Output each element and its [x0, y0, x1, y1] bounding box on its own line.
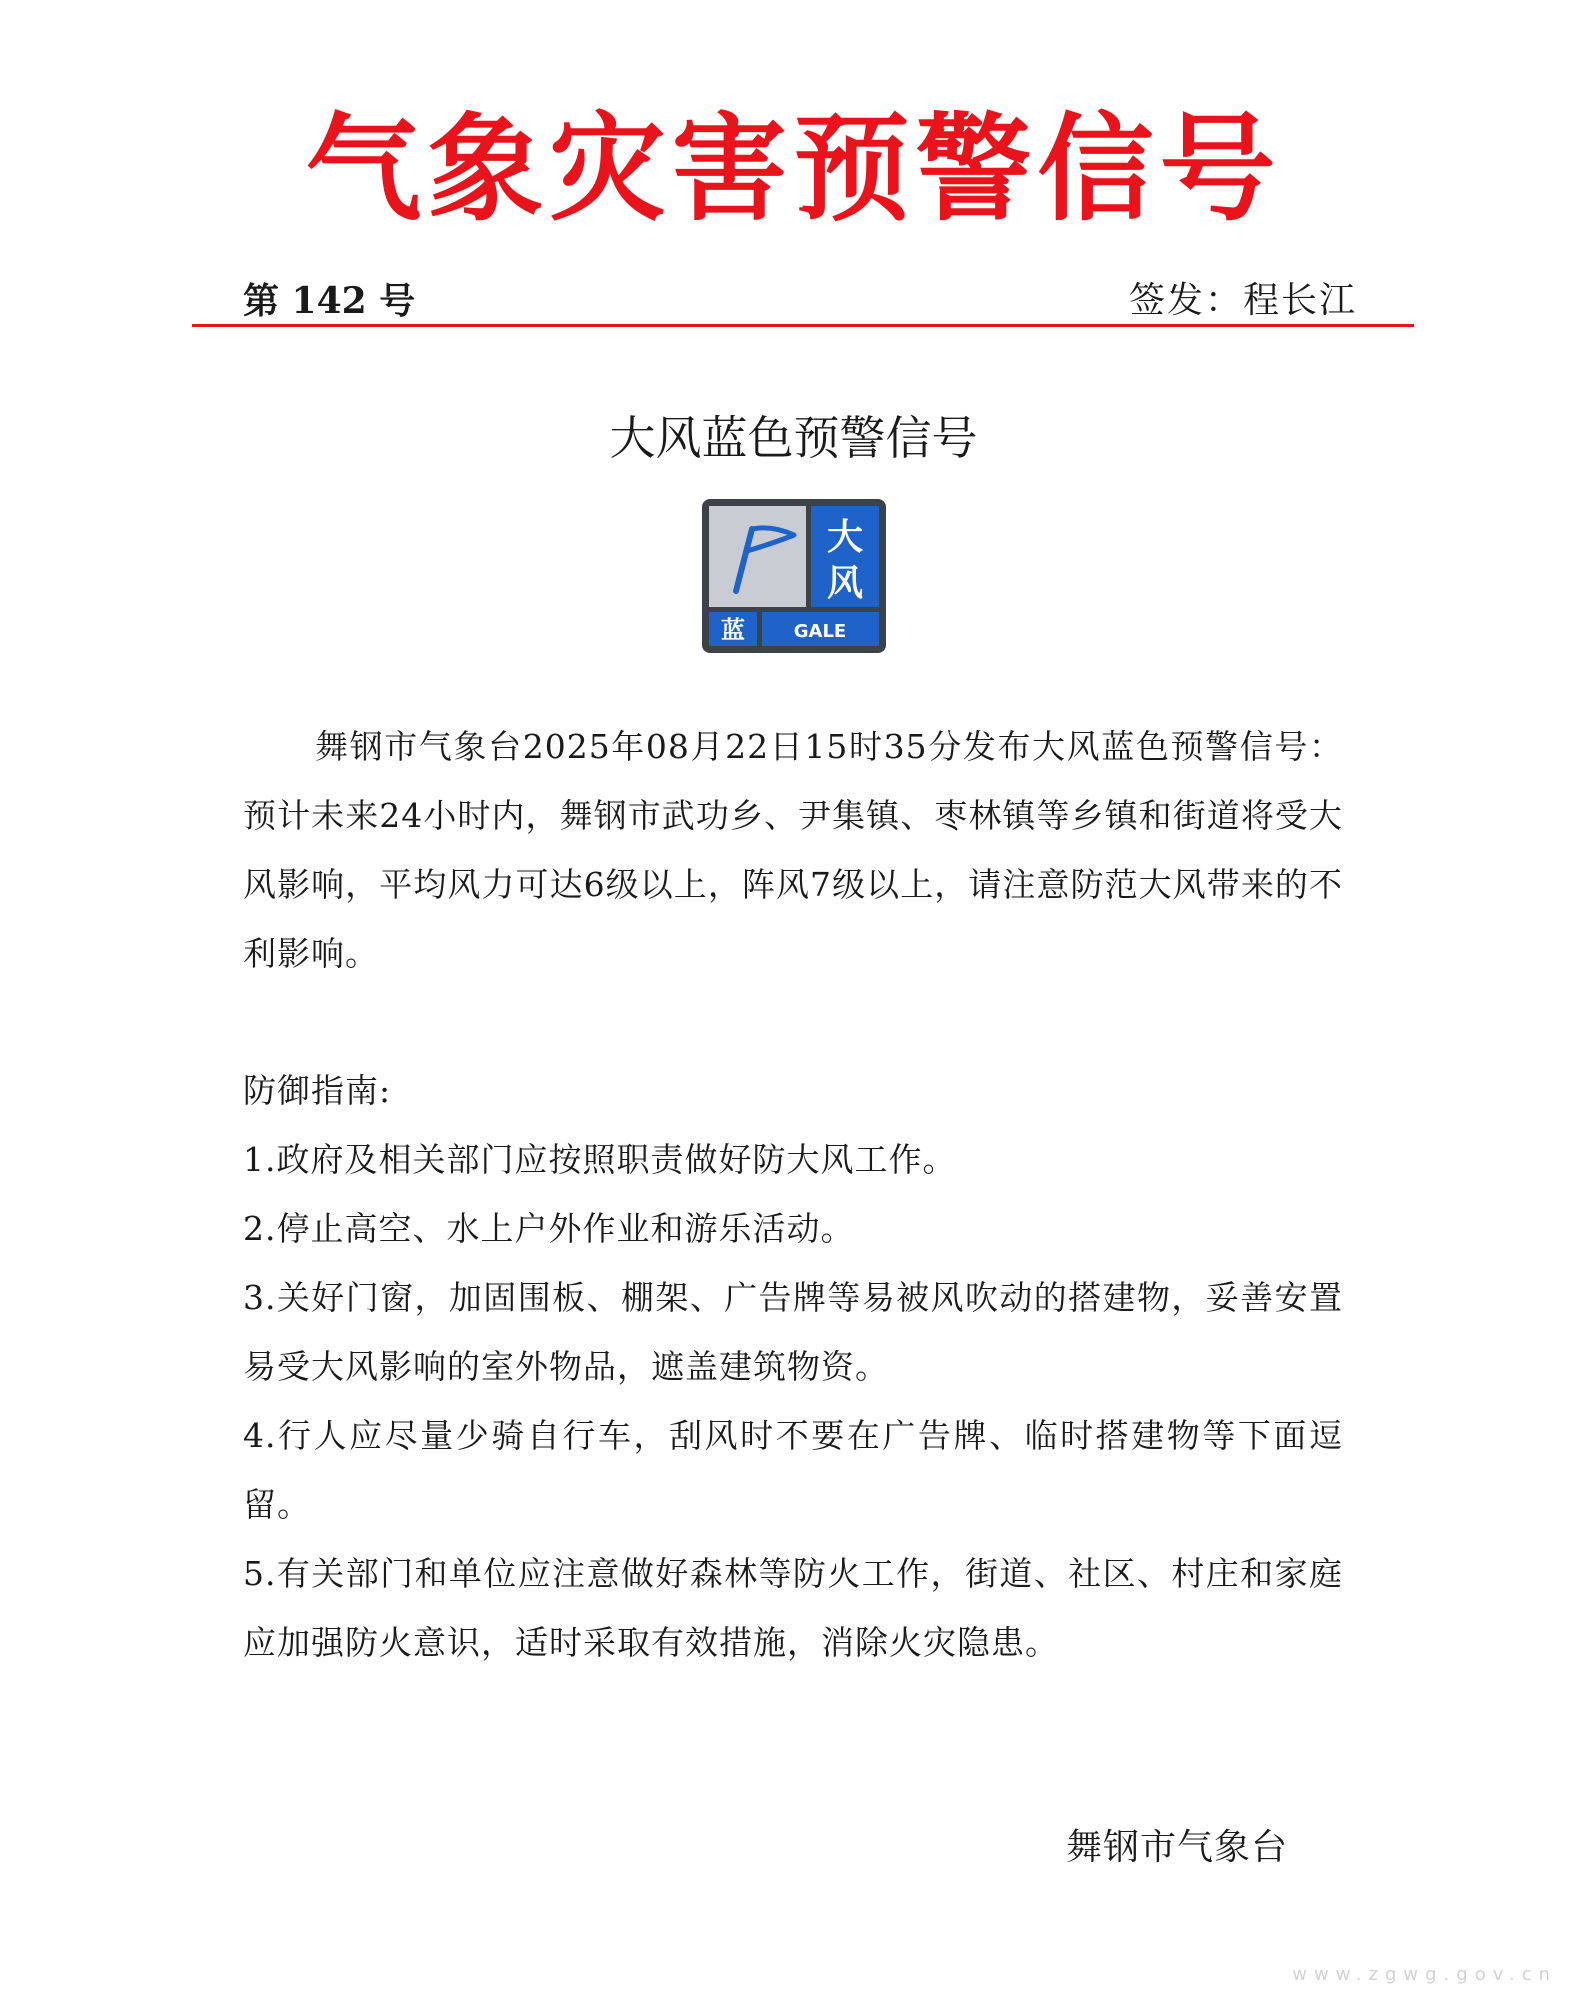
defense-guide [243, 1056, 1343, 1677]
masthead-title: 气象灾害预警信号 [305, 102, 1282, 237]
guide-item-5: 5.有关部门和单位应注意做好森林等防火工作，街道、社区、村庄和家庭应加强防火意识，适时采取有效措施，消除火灾隐患。 [243, 1554, 1343, 1662]
warning-paragraph: 舞钢市气象台2025年08月22日15时35分发布大风蓝色预警信号：预计未来24小时内，舞钢市武功乡、尹集镇、枣林镇等乡镇和街道将受大风影响，平均风力可达6级以上，阵风7级以上，请注意防范大风带来的不利影响。 [243, 727, 1343, 973]
issuing-organization: 舞钢市气象台 [1066, 1827, 1289, 1868]
badge-char-2: 风 [826, 563, 864, 604]
badge-char-1: 大 [826, 517, 864, 558]
badge-level: 蓝 [721, 616, 745, 644]
guide-item-2: 2.停止高空、水上户外作业和游乐活动。 [243, 1209, 855, 1248]
badge-label: GALE [793, 621, 847, 642]
guide-item-4: 4.行人应尽量少骑自行车，刮风时不要在广告牌、临时搭建物等下面逗留。 [243, 1416, 1343, 1524]
guide-item-1: 1.政府及相关部门应按照职责做好防大风工作。 [243, 1140, 957, 1179]
gale-blue-warning-icon [702, 499, 886, 653]
guide-heading: 防御指南: [243, 1071, 392, 1110]
header-divider [192, 324, 1414, 327]
site-watermark: www.zgwg.gov.cn [1292, 1964, 1557, 1985]
guide-item-3: 3.关好门窗，加固围板、棚架、广告牌等易被风吹动的搭建物，妥善安置易受大风影响的室外物品，遮盖建筑物资。 [243, 1278, 1343, 1386]
signer: 签发：程长江 [1128, 280, 1357, 321]
signal-title: 大风蓝色预警信号 [609, 411, 978, 465]
document-number: 第 142 号 [243, 280, 416, 322]
